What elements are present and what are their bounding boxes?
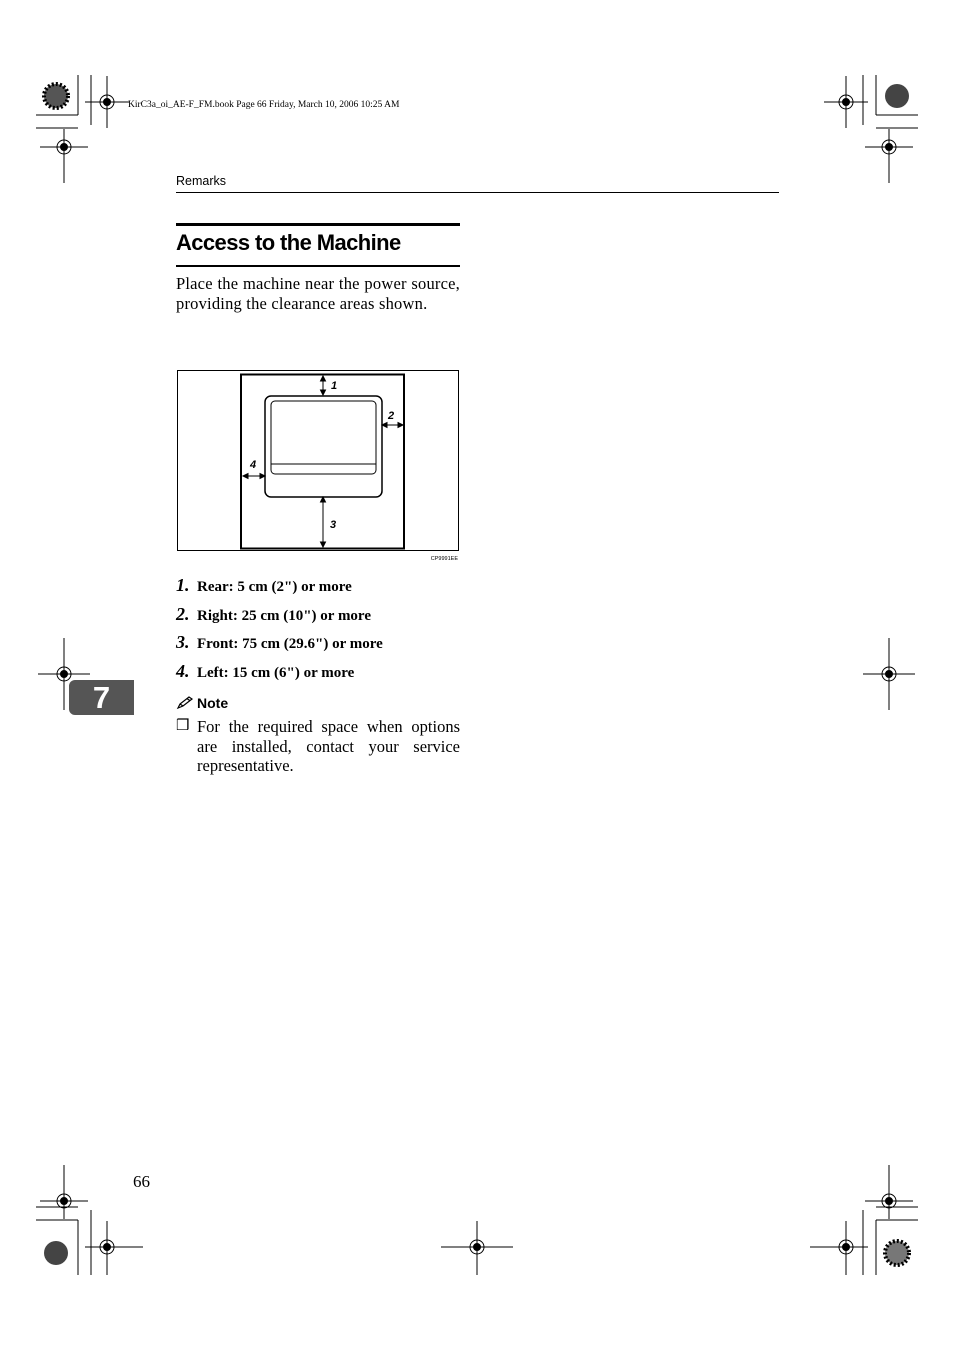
section-title: Access to the Machine: [176, 230, 401, 255]
figure-label-3: 3: [330, 519, 337, 531]
pencil-icon: [176, 696, 194, 710]
print-slug-line: KirC3a_oi_AE-F_FM.book Page 66 Friday, March 10, 2006 10:25 AM: [128, 100, 400, 110]
figure-frame: [178, 371, 459, 551]
figure-label-4: 4: [250, 459, 257, 471]
note-item: [176, 717, 460, 776]
list-item: [176, 604, 466, 633]
list-number: 1.: [176, 575, 190, 595]
note-text: For the required space when options are installed, contact your service representative.: [197, 717, 460, 775]
list-number: 3.: [176, 632, 190, 652]
list-text: Left: 15 cm (6") or more: [197, 664, 355, 681]
machine-top-panel: [271, 401, 376, 474]
header-rule: [176, 192, 779, 193]
list-item: [176, 661, 466, 690]
clearance-list: [176, 575, 466, 689]
list-number: 2.: [176, 603, 190, 624]
checkbox-bullet-icon: ❒: [176, 718, 190, 734]
list-text: Rear: 5 cm (2") or more: [197, 579, 352, 595]
running-header: Remarks: [176, 174, 227, 188]
chapter-tab: [69, 680, 134, 715]
title-rule-bottom: [176, 265, 460, 267]
chapter-number: 7: [92, 680, 111, 715]
machine-outline: [265, 396, 382, 497]
intro-paragraph: Place the machine near the power source, providing the clearance areas shown.: [176, 274, 460, 313]
list-text: Right: 25 cm (10") or more: [197, 607, 371, 624]
list-number: 4.: [176, 660, 190, 681]
figure-label-1: 1: [331, 380, 338, 392]
figure-label-2: 2: [388, 410, 395, 422]
clearance-diagram: [177, 370, 461, 566]
note-label: Note: [197, 695, 229, 711]
page-number: 66: [133, 1172, 150, 1191]
title-rule-top: [176, 223, 460, 226]
note-heading: [176, 695, 228, 711]
list-text: Front: 75 cm (29.6") or more: [197, 636, 383, 652]
list-item: [176, 632, 466, 661]
list-item: [176, 575, 466, 604]
figure-code: CP9991EE: [430, 556, 458, 562]
